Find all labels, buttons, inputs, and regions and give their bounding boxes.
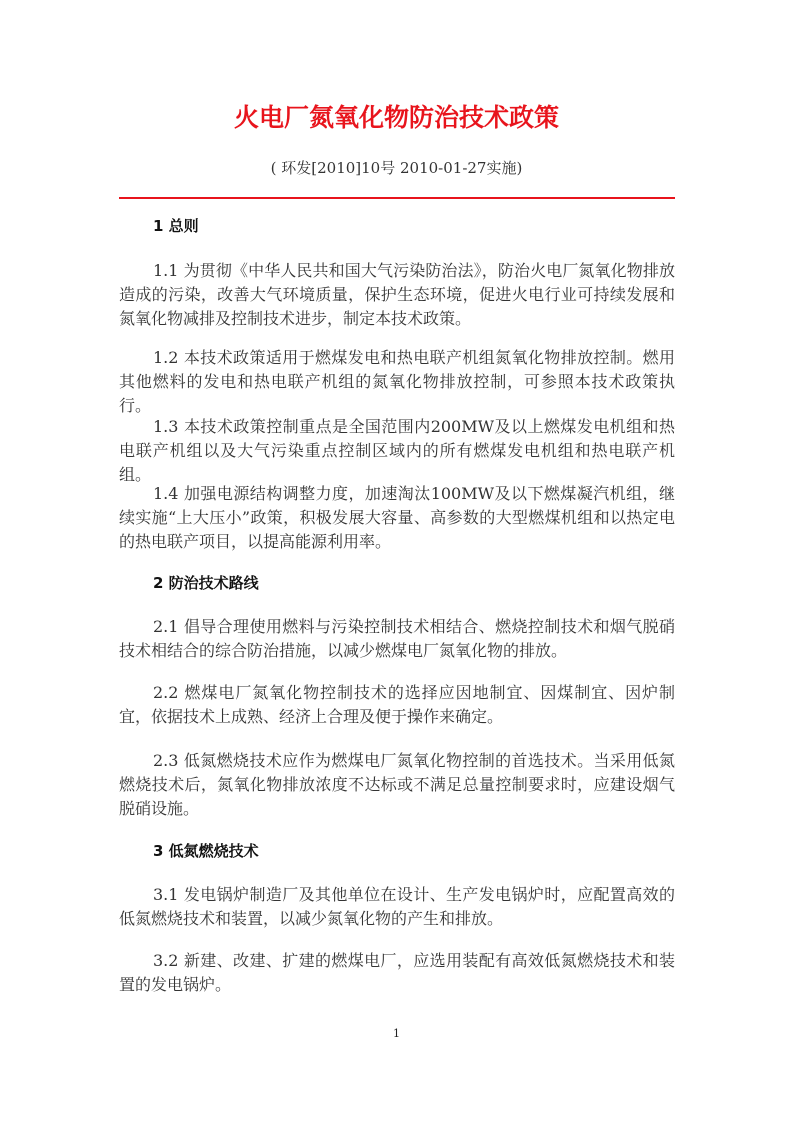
title-divider: [119, 197, 675, 199]
paragraph: 2.3 低氮燃烧技术应作为燃煤电厂氮氧化物控制的首选技术。当采用低氮燃烧技术后，氮氧化物排放浓度不达标或不满足总量控制要求时，应建设烟气脱硝设施。: [119, 751, 675, 819]
paragraph: 3.2 新建、改建、扩建的燃煤电厂，应选用装配有高效低氮燃烧技术和装置的发电锅炉。: [119, 951, 675, 995]
section-heading: 1 总则: [153, 217, 199, 235]
paragraph: 2.2 燃煤电厂氮氧化物控制技术的选择应因地制宜、因煤制宜、因炉制宜，依据技术上成熟、经济上合理及便于操作来确定。: [119, 683, 675, 727]
section-heading: 3 低氮燃烧技术: [153, 842, 259, 860]
paragraph: 1.2 本技术政策适用于燃煤发电和热电联产机组氮氧化物排放控制。燃用其他燃料的发电和热电联产机组的氮氧化物排放控制，可参照本技术政策执行。: [119, 348, 675, 416]
section-heading: 2 防治技术路线: [153, 574, 259, 592]
paragraph: 1.1 为贯彻《中华人民共和国大气污染防治法》，防治火电厂氮氧化物排放造成的污染，改善大气环境质量，保护生态环境，促进火电行业可持续发展和氮氧化物减排及控制技术进步，制定本技术政策。: [119, 261, 675, 329]
paragraph: 2.1 倡导合理使用燃料与污染控制技术相结合、燃烧控制技术和烟气脱硝技术相结合的综合防治措施，以减少燃煤电厂氮氧化物的排放。: [119, 617, 675, 661]
paragraph: 3.1 发电锅炉制造厂及其他单位在设计、生产发电锅炉时，应配置高效的低氮燃烧技术和装置，以减少氮氧化物的产生和排放。: [119, 885, 675, 929]
document-subtitle: ( 环发[2010]10号 2010-01-27实施): [270, 159, 523, 177]
paragraph: 1.4 加强电源结构调整力度，加速淘汰100MW及以下燃煤凝汽机组，继续实施“上大压小”政策，积极发展大容量、高参数的大型燃煤机组和以热定电的热电联产项目，以提高能源利用率。: [119, 484, 675, 552]
page-number: 1: [393, 1027, 400, 1040]
document-title: 火电厂氮氧化物防治技术政策: [233, 103, 559, 132]
paragraph: 1.3 本技术政策控制重点是全国范围内200MW及以上燃煤发电机组和热电联产机组以及大气污染重点控制区域内的所有燃煤发电机组和热电联产机组。: [119, 417, 675, 485]
